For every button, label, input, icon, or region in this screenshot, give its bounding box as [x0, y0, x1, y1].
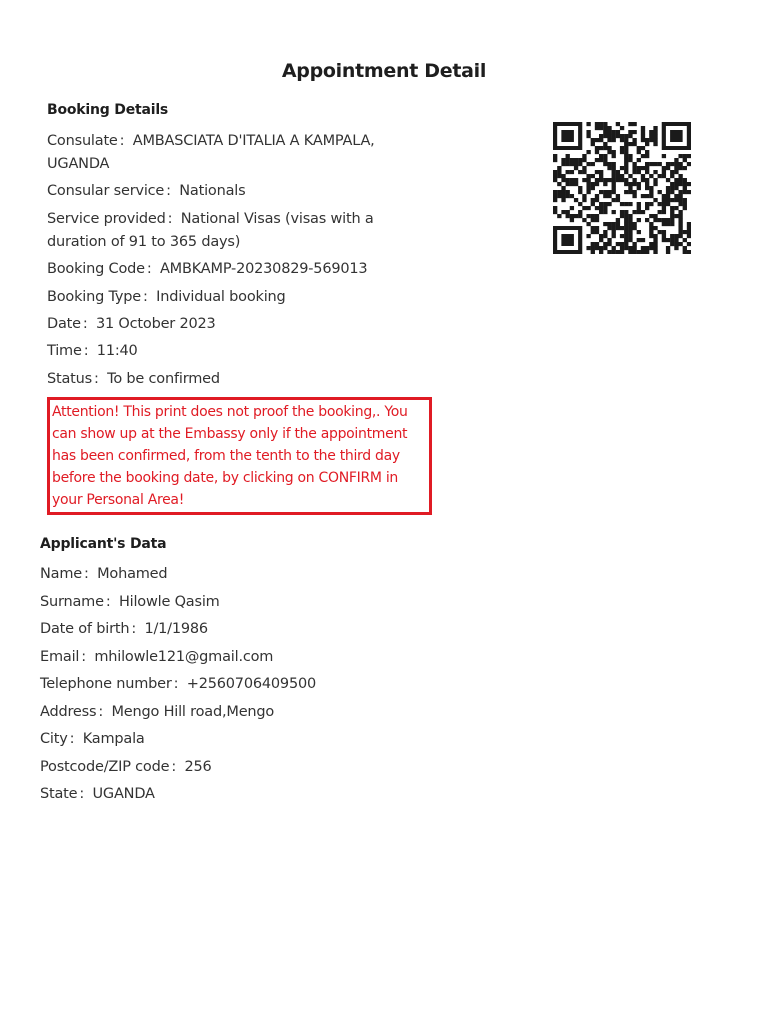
field-label: Postcode/ZIP code [40, 758, 170, 775]
qr-code-icon [553, 122, 691, 254]
field-value: +2560706409500 [186, 676, 317, 692]
attention-notice: Attention! This print does not proof the booking,. You can show up at the Embassy only if the appointment has been confirmed, from the tenth to the third day before the booking date, by clicking on CONFIRM in your Personal Area! [47, 397, 432, 515]
field-label: Time [47, 343, 82, 360]
field-label: Name [40, 566, 82, 582]
field-label: Booking Type [47, 288, 142, 305]
field-label: Service provided [47, 210, 166, 227]
field-consular-service: Consular service : Nationals [47, 183, 246, 200]
field-address: Address : Mengo Hill road,Mengo [40, 703, 275, 720]
field-email: Email : mhilowle121@gmail.com [40, 648, 274, 665]
field-value: 1/1/1986 [144, 621, 208, 637]
field-date: Date : 31 October 2023 [47, 315, 216, 332]
field-value: AMBASCIATA D'ITALIA A KAMPALA, UGANDA [47, 133, 375, 172]
field-postcode: Postcode/ZIP code : 256 [40, 758, 212, 775]
field-label: Email [40, 648, 80, 665]
field-value: To be confirmed [107, 370, 220, 387]
field-label: Address [40, 703, 97, 720]
field-value: AMBKAMP-20230829-569013 [159, 261, 368, 278]
field-label: Date [47, 315, 81, 332]
field-label: City [40, 731, 68, 747]
page-title: Appointment Detail [281, 60, 487, 82]
field-label: Consulate [47, 133, 118, 149]
field-value: Hilowle Qasim [118, 593, 220, 610]
field-telephone: Telephone number : +2560706409500 [40, 676, 317, 692]
applicant-data-heading: Applicant's Data [40, 536, 167, 552]
field-booking-type: Booking Type : Individual booking [47, 288, 286, 305]
field-value: Individual booking [156, 288, 286, 305]
field-value: mhilowle121@gmail.com [94, 648, 274, 665]
field-label: Telephone number [40, 676, 172, 692]
field-label: State [40, 786, 78, 802]
field-value: 256 [184, 758, 212, 775]
field-consulate: Consulate : AMBASCIATA D'ITALIA A KAMPALA, UGANDA [47, 133, 375, 172]
field-service-provided: Service provided : National Visas (visas with a duration of 91 to 365 days) [47, 210, 374, 250]
field-time: Time : 11:40 [47, 343, 138, 360]
field-label: Status [47, 370, 93, 387]
field-label: Consular service [47, 183, 165, 200]
applicant-data-section [40, 536, 460, 811]
field-value: 11:40 [96, 343, 138, 360]
qr-code-graphic [553, 122, 691, 254]
booking-details-section [47, 102, 432, 515]
field-label: Booking Code [47, 261, 145, 278]
field-booking-code: Booking Code : AMBKAMP-20230829-569013 [47, 261, 368, 278]
field-status: Status : To be confirmed [47, 370, 220, 387]
booking-details-heading: Booking Details [47, 102, 169, 118]
field-value: Mengo Hill road,Mengo [111, 703, 275, 720]
field-city: City : Kampala [40, 731, 145, 747]
field-value: Mohamed [97, 566, 168, 582]
field-value: UGANDA [92, 786, 155, 802]
field-name: Name : Mohamed [40, 566, 168, 582]
field-state: State : UGANDA [40, 786, 155, 802]
field-label: Surname [40, 593, 104, 610]
field-label: Date of birth [40, 621, 130, 637]
field-value: Nationals [179, 183, 246, 200]
field-surname: Surname : Hilowle Qasim [40, 593, 220, 610]
field-value: Kampala [82, 731, 145, 747]
field-date-of-birth: Date of birth : 1/1/1986 [40, 621, 208, 637]
field-value: 31 October 2023 [95, 315, 216, 332]
field-value: National Visas (visas with a duration of 91 to 365 days) [47, 210, 374, 250]
